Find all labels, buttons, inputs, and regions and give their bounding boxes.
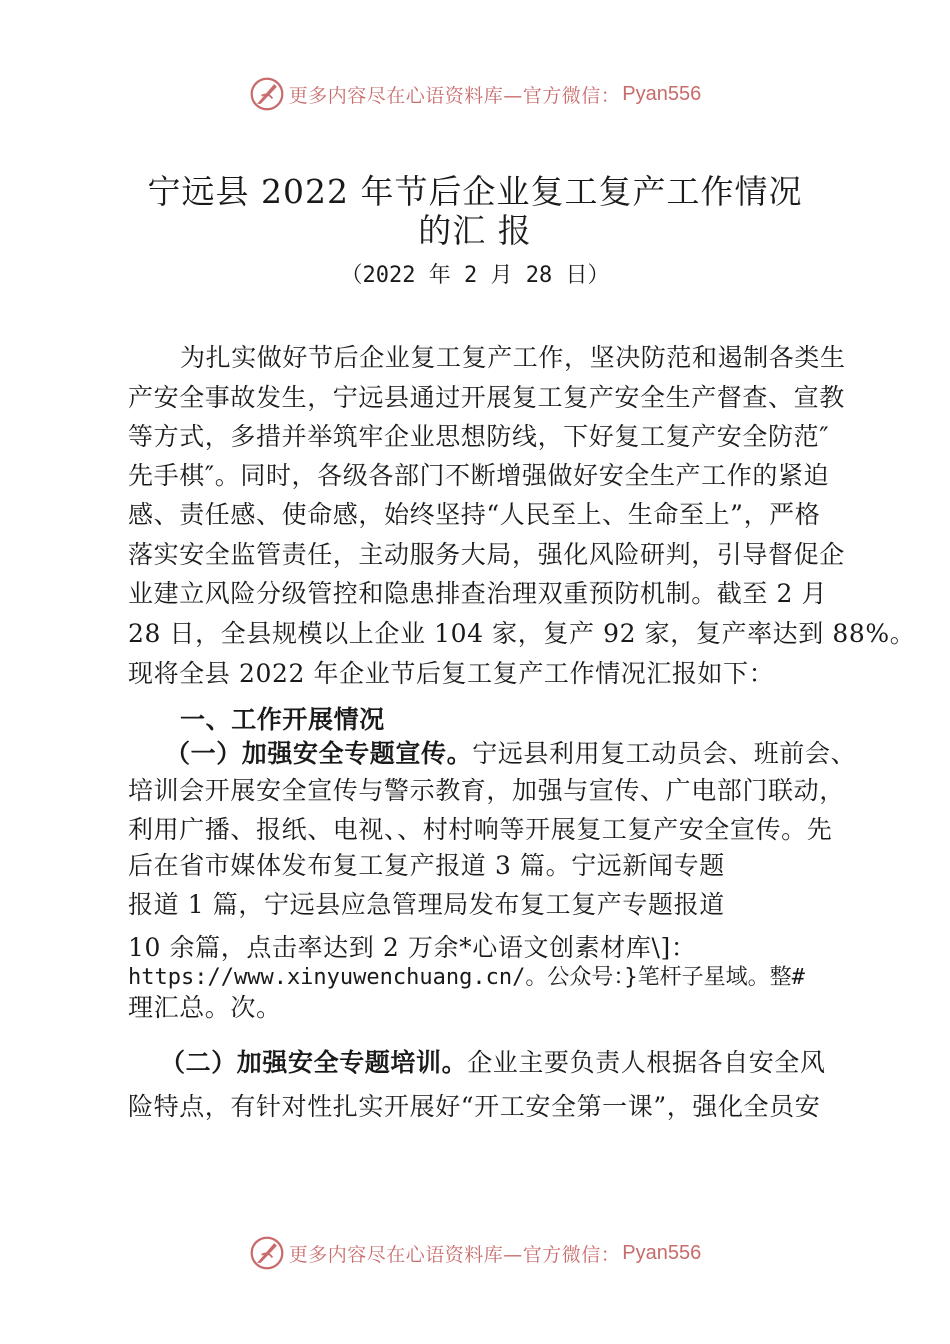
paragraph-line: 后在省市媒体发布复工复产报道 3 篇。宁远新闻专题 bbox=[128, 851, 725, 880]
banner-text: 更多内容尽在心语资料库—官方微信： bbox=[288, 84, 621, 107]
banner-account: Pyan556 bbox=[622, 1241, 702, 1264]
paragraph-line: 险特点，有针对性扎实开展好“开工安全第一课”，强化全员安 bbox=[128, 1092, 821, 1121]
document-date: （2022 年 2 月 28 日） bbox=[340, 263, 610, 288]
source-url-line: https://www.xinyuwenchuang.cn/。公众号：}笔杆子星域。整# bbox=[128, 965, 805, 990]
paragraph-line: 感、责任感、使命感，始终坚持“人民至上、生命至上”，严格 bbox=[128, 500, 821, 529]
header-watermark-banner bbox=[0, 74, 950, 114]
document-title-line1: 宁远县 2022 年节后企业复工复产工作情况 bbox=[147, 172, 803, 211]
banner-account: Pyan556 bbox=[622, 82, 702, 105]
paragraph-line: 理汇总。次。 bbox=[128, 993, 282, 1022]
document-title-line2: 的汇 报 bbox=[418, 211, 532, 250]
paragraph-line: 培训会开展安全宣传与警示教育，加强与宣传、广电部门联动， bbox=[128, 776, 845, 805]
paragraph-line: 报道 1 篇，宁远县应急管理局发布复工复产专题报道 bbox=[128, 890, 725, 919]
subsection-2-first-line bbox=[160, 1043, 826, 1079]
section-heading: 一、工作开展情况 bbox=[180, 705, 385, 734]
banner-text: 更多内容尽在心语资料库—官方微信： bbox=[288, 1243, 621, 1266]
paragraph-line: 为扎实做好节后企业复工复产工作，坚决防范和遏制各类生 bbox=[180, 343, 846, 372]
paragraph-line: 等方式，多措并举筑牢企业思想防线，下好复工复产安全防范″ bbox=[128, 422, 830, 451]
subsection-1-title: （一）加强安全专题宣传。 bbox=[165, 739, 473, 768]
quill-logo-icon bbox=[249, 76, 285, 112]
paragraph-line: 业建立风险分级管控和隐患排查治理双重预防机制。截至 2 月 bbox=[128, 579, 828, 608]
paragraph-line: 利用广播、报纸、电视、、村村响等开展复工复产安全宣传。先 bbox=[128, 815, 833, 844]
paragraph-line: 10 余篇，点击率达到 2 万余*心语文创素材库\]： bbox=[128, 933, 697, 962]
footer-watermark-banner bbox=[0, 1233, 950, 1273]
subsection-1-first-line bbox=[165, 734, 856, 770]
paragraph-line: 落实安全监管责任，主动服务大局，强化风险研判，引导督促企 bbox=[128, 540, 845, 569]
paragraph-line: 产安全事故发生，宁远县通过开展复工复产安全生产督查、宣教 bbox=[128, 383, 845, 412]
subsection-2-text: 企业主要负责人根据各自安全风 bbox=[467, 1048, 826, 1077]
quill-logo-icon bbox=[249, 1235, 285, 1271]
paragraph-line: 28 日，全县规模以上企业 104 家，复产 92 家，复产率达到 88%。 bbox=[128, 619, 916, 648]
subsection-2-title: （二）加强安全专题培训。 bbox=[160, 1048, 468, 1077]
paragraph-line: 现将全县 2022 年企业节后复工复产工作情况汇报如下： bbox=[128, 659, 775, 688]
paragraph-line: 先手棋″。同时，各级各部门不断增强做好安全生产工作的紧迫 bbox=[128, 461, 830, 490]
subsection-1-text: 宁远县利用复工动员会、班前会、 bbox=[472, 739, 857, 768]
